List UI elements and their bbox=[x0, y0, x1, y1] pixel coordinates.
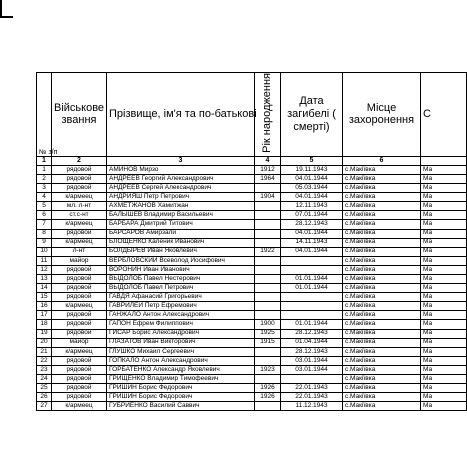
cell-extra: Ма bbox=[421, 393, 467, 402]
cell-birth-year bbox=[255, 356, 281, 365]
cell-burial-place: с.Макіївка bbox=[343, 329, 421, 338]
memorial-table bbox=[36, 72, 467, 411]
cell-extra: Ма bbox=[421, 193, 467, 202]
cell-extra: Ма bbox=[421, 184, 467, 193]
cell-death-date: 07.01.1944 bbox=[281, 211, 343, 220]
cell-burial-place: с.Макіївка bbox=[343, 338, 421, 347]
cell-extra: Ма bbox=[421, 402, 467, 411]
cell-birth-year bbox=[255, 220, 281, 229]
cell-birth-year: 1912 bbox=[255, 165, 281, 174]
cell-full-name: ГРИЩЕНКО Владимир Тимофеевич bbox=[107, 375, 255, 384]
cell-rank: л-нт bbox=[52, 247, 107, 256]
cell-birth-year: 1926 bbox=[255, 384, 281, 393]
cell-full-name: АМИНОВ Мирзо bbox=[107, 165, 255, 174]
cell-burial-place: с.Макіївка bbox=[343, 174, 421, 183]
cell-death-date bbox=[281, 293, 343, 302]
cell-extra: Ма bbox=[421, 256, 467, 265]
table-row bbox=[37, 229, 467, 238]
cell-rank: майор bbox=[52, 338, 107, 347]
cell-rank: рядовой bbox=[52, 365, 107, 374]
cell-extra: Ма bbox=[421, 229, 467, 238]
cell-rank: рядовой bbox=[52, 265, 107, 274]
cell-index: 18 bbox=[37, 320, 52, 329]
column-number: 2 bbox=[52, 156, 107, 165]
cell-death-date bbox=[281, 256, 343, 265]
cell-death-date bbox=[281, 302, 343, 311]
header-rank: Військове звання bbox=[52, 73, 107, 157]
table-row bbox=[37, 165, 467, 174]
cell-extra: Ма bbox=[421, 293, 467, 302]
cell-burial-place: с.Макіївка bbox=[343, 184, 421, 193]
cell-burial-place: с.Макіївка bbox=[343, 229, 421, 238]
cell-extra: Ма bbox=[421, 202, 467, 211]
table-row bbox=[37, 265, 467, 274]
cell-death-date: 14.11.1943 bbox=[281, 238, 343, 247]
cell-rank: рядовой bbox=[52, 184, 107, 193]
memorial-table-container bbox=[36, 72, 466, 432]
cell-birth-year bbox=[255, 402, 281, 411]
cell-burial-place: с.Макіївка bbox=[343, 384, 421, 393]
cell-death-date: 28.12.1943 bbox=[281, 347, 343, 356]
table-row bbox=[37, 211, 467, 220]
cell-burial-place: с.Макіївка bbox=[343, 256, 421, 265]
cell-extra: Ма bbox=[421, 356, 467, 365]
cell-birth-year bbox=[255, 202, 281, 211]
cell-burial-place: с.Макіївка bbox=[343, 211, 421, 220]
cell-death-date: 03.01.1944 bbox=[281, 356, 343, 365]
cell-burial-place: с.Макіївка bbox=[343, 320, 421, 329]
cell-birth-year bbox=[255, 311, 281, 320]
cell-full-name: ГРИШИН Борис Федорович bbox=[107, 393, 255, 402]
cell-extra: Ма bbox=[421, 238, 467, 247]
cell-full-name: ГУБРИЕНКО Василий Саввич bbox=[107, 402, 255, 411]
cell-full-name: ГЛАЗАТОВ Иван Викторович bbox=[107, 338, 255, 347]
cell-index: 9 bbox=[37, 238, 52, 247]
cell-rank: рядовой bbox=[52, 384, 107, 393]
cell-burial-place: с.Макіївка bbox=[343, 302, 421, 311]
header-year-cell bbox=[255, 73, 281, 157]
cell-index: 23 bbox=[37, 365, 52, 374]
header-death-date: Дата загибелі ( смерті) bbox=[281, 73, 343, 157]
table-row bbox=[37, 356, 467, 365]
cell-index: 4 bbox=[37, 193, 52, 202]
cell-burial-place: с.Макіївка bbox=[343, 356, 421, 365]
cell-full-name: БАЛЫШЕВ Владимир Васильевич bbox=[107, 211, 255, 220]
cell-index: 1 bbox=[37, 165, 52, 174]
column-number-row bbox=[37, 156, 467, 165]
cell-extra: Ма bbox=[421, 311, 467, 320]
cell-birth-year bbox=[255, 256, 281, 265]
table-row bbox=[37, 247, 467, 256]
cell-rank: к/армеец bbox=[52, 302, 107, 311]
cell-extra: Ма bbox=[421, 174, 467, 183]
cell-index: 17 bbox=[37, 311, 52, 320]
cell-rank: рядовой bbox=[52, 274, 107, 283]
cell-full-name: ГАВРИЛЕЙ Петр Ефремович bbox=[107, 302, 255, 311]
table-row bbox=[37, 329, 467, 338]
cell-extra: Ма bbox=[421, 338, 467, 347]
cell-index: 22 bbox=[37, 356, 52, 365]
cell-birth-year: 1926 bbox=[255, 393, 281, 402]
table-row bbox=[37, 347, 467, 356]
cell-rank: к/армеец bbox=[52, 193, 107, 202]
table-row bbox=[37, 320, 467, 329]
cell-burial-place: с.Макіївка bbox=[343, 293, 421, 302]
cell-burial-place: с.Макіївка bbox=[343, 274, 421, 283]
cell-birth-year: 1964 bbox=[255, 174, 281, 183]
table-row bbox=[37, 284, 467, 293]
cell-index: 14 bbox=[37, 284, 52, 293]
cell-index: 8 bbox=[37, 229, 52, 238]
header-extra: С bbox=[421, 73, 467, 157]
cell-extra: Ма bbox=[421, 274, 467, 283]
cell-index: 6 bbox=[37, 211, 52, 220]
cell-birth-year: 1922 bbox=[255, 247, 281, 256]
cell-burial-place: с.Макіївка bbox=[343, 238, 421, 247]
cell-full-name: ГОПКАЛО Антон Александрович bbox=[107, 356, 255, 365]
cell-death-date: 28.12.1943 bbox=[281, 329, 343, 338]
table-row bbox=[37, 256, 467, 265]
cell-birth-year bbox=[255, 265, 281, 274]
cell-index: 12 bbox=[37, 265, 52, 274]
cell-index: 25 bbox=[37, 384, 52, 393]
cell-full-name: ВЕРБЛОВСКИЙ Всеволод Иосифович bbox=[107, 256, 255, 265]
table-row bbox=[37, 193, 467, 202]
cell-death-date: 04.01.1944 bbox=[281, 174, 343, 183]
cell-burial-place: с.Макіївка bbox=[343, 311, 421, 320]
header-year: Рік народження bbox=[261, 73, 273, 153]
cell-index: 5 bbox=[37, 202, 52, 211]
table-row bbox=[37, 393, 467, 402]
table-row bbox=[37, 302, 467, 311]
cell-birth-year bbox=[255, 229, 281, 238]
cell-rank: рядовой bbox=[52, 293, 107, 302]
table-row bbox=[37, 184, 467, 193]
cell-rank: майор bbox=[52, 256, 107, 265]
cell-full-name: БЛОЩЕНКО Каленик Иванович bbox=[107, 238, 255, 247]
cell-full-name: ГРИШИН Борис Федорович bbox=[107, 384, 255, 393]
cell-burial-place: с.Макіївка bbox=[343, 365, 421, 374]
cell-rank: рядовой bbox=[52, 174, 107, 183]
cell-burial-place: с.Макіївка bbox=[343, 165, 421, 174]
cell-full-name: БОЛДЫРЕВ Иван Яковлевич bbox=[107, 247, 255, 256]
table-row bbox=[37, 402, 467, 411]
table-row bbox=[37, 311, 467, 320]
cell-rank: рядовой bbox=[52, 329, 107, 338]
cell-index: 21 bbox=[37, 347, 52, 356]
table-row bbox=[37, 293, 467, 302]
cell-index: 13 bbox=[37, 274, 52, 283]
cell-rank: к/армеец bbox=[52, 402, 107, 411]
table-row bbox=[37, 238, 467, 247]
corner-mark bbox=[0, 0, 14, 18]
cell-burial-place: с.Макіївка bbox=[343, 193, 421, 202]
cell-extra: Ма bbox=[421, 384, 467, 393]
cell-rank: рядовой bbox=[52, 165, 107, 174]
cell-full-name: АНДРЕЕВ Георгий Александрович bbox=[107, 174, 255, 183]
column-number: 4 bbox=[255, 156, 281, 165]
cell-full-name: ГОРБАТЕНКО Александр Яковлевич bbox=[107, 365, 255, 374]
cell-rank: рядовой bbox=[52, 356, 107, 365]
cell-death-date: 22.01.1943 bbox=[281, 393, 343, 402]
cell-birth-year: 1925 bbox=[255, 329, 281, 338]
column-number: 6 bbox=[343, 156, 421, 165]
table-header-row bbox=[37, 73, 467, 157]
cell-burial-place: с.Макіївка bbox=[343, 265, 421, 274]
cell-death-date: 19.11.1943 bbox=[281, 165, 343, 174]
cell-rank: к/армеец bbox=[52, 347, 107, 356]
cell-death-date: 28.12.1943 bbox=[281, 220, 343, 229]
cell-index: 10 bbox=[37, 247, 52, 256]
cell-index: 3 bbox=[37, 184, 52, 193]
cell-index: 26 bbox=[37, 393, 52, 402]
cell-full-name: ВОРОНИН Иван Иванович bbox=[107, 265, 255, 274]
cell-death-date: 01.01.1944 bbox=[281, 320, 343, 329]
cell-burial-place: с.Макіївка bbox=[343, 347, 421, 356]
cell-burial-place: с.Макіївка bbox=[343, 393, 421, 402]
column-number: 5 bbox=[281, 156, 343, 165]
table-row bbox=[37, 375, 467, 384]
cell-rank: рядовой bbox=[52, 229, 107, 238]
table-body bbox=[37, 165, 467, 411]
cell-birth-year bbox=[255, 375, 281, 384]
cell-burial-place: с.Макіївка bbox=[343, 220, 421, 229]
cell-full-name: АНДРЕЕВ Сергей Александрович bbox=[107, 184, 255, 193]
cell-index: 7 bbox=[37, 220, 52, 229]
cell-extra: Ма bbox=[421, 302, 467, 311]
cell-death-date: 05.03.1944 bbox=[281, 184, 343, 193]
cell-rank: рядовой bbox=[52, 375, 107, 384]
cell-full-name: ВЫДОЛОБ Павел Нестерович bbox=[107, 274, 255, 283]
cell-birth-year bbox=[255, 274, 281, 283]
cell-birth-year: 1923 bbox=[255, 365, 281, 374]
cell-full-name: БАРСАРОВ Амирзали bbox=[107, 229, 255, 238]
cell-extra: Ма bbox=[421, 375, 467, 384]
column-number: 3 bbox=[107, 156, 255, 165]
table-row bbox=[37, 338, 467, 347]
cell-extra: Ма bbox=[421, 284, 467, 293]
table-row bbox=[37, 174, 467, 183]
cell-birth-year bbox=[255, 284, 281, 293]
cell-rank: к/армеец bbox=[52, 238, 107, 247]
table-row bbox=[37, 202, 467, 211]
cell-death-date: 03.01.1944 bbox=[281, 365, 343, 374]
cell-full-name: ГАНЖАЛО Антон Александрович bbox=[107, 311, 255, 320]
cell-index: 24 bbox=[37, 375, 52, 384]
cell-extra: Ма bbox=[421, 165, 467, 174]
table-row bbox=[37, 220, 467, 229]
column-number bbox=[421, 156, 467, 165]
cell-extra: Ма bbox=[421, 347, 467, 356]
cell-death-date: 04.01.1944 bbox=[281, 229, 343, 238]
cell-burial-place: с.Макіївка bbox=[343, 247, 421, 256]
cell-birth-year bbox=[255, 238, 281, 247]
cell-rank: рядовой bbox=[52, 311, 107, 320]
cell-birth-year: 1900 bbox=[255, 320, 281, 329]
cell-index: 27 bbox=[37, 402, 52, 411]
cell-full-name: ГИСАР Борис Александрович bbox=[107, 329, 255, 338]
cell-death-date: 04.01.1944 bbox=[281, 193, 343, 202]
cell-full-name: ГЛУШКО Михаил Сергеевич bbox=[107, 347, 255, 356]
cell-death-date: 12.11.1943 bbox=[281, 202, 343, 211]
cell-index: 19 bbox=[37, 329, 52, 338]
cell-extra: Ма bbox=[421, 265, 467, 274]
cell-burial-place: с.Макіївка bbox=[343, 402, 421, 411]
cell-birth-year: 1904 bbox=[255, 193, 281, 202]
cell-index: 15 bbox=[37, 293, 52, 302]
cell-death-date: 01.01.1944 bbox=[281, 284, 343, 293]
cell-death-date: 22.01.1943 bbox=[281, 384, 343, 393]
cell-full-name: ГАВДЯ Афанасий Григорьевич bbox=[107, 293, 255, 302]
cell-extra: Ма bbox=[421, 320, 467, 329]
cell-rank: рядовой bbox=[52, 320, 107, 329]
cell-death-date: 01.01.1944 bbox=[281, 274, 343, 283]
cell-index: 2 bbox=[37, 174, 52, 183]
header-index: № з/п bbox=[37, 73, 52, 157]
table-row bbox=[37, 384, 467, 393]
cell-full-name: БАРБАРА Дмитрий Титович bbox=[107, 220, 255, 229]
cell-rank: рядовой bbox=[52, 393, 107, 402]
cell-death-date bbox=[281, 375, 343, 384]
cell-index: 11 bbox=[37, 256, 52, 265]
header-burial-place: Місце захоронення bbox=[343, 73, 421, 157]
cell-full-name: АНДРИЯШ Петр Петрович bbox=[107, 193, 255, 202]
cell-birth-year: 1915 bbox=[255, 338, 281, 347]
cell-extra: Ма bbox=[421, 329, 467, 338]
cell-birth-year bbox=[255, 184, 281, 193]
cell-burial-place: с.Макіївка bbox=[343, 202, 421, 211]
cell-full-name: ГАПОН Ефрем Филиппович bbox=[107, 320, 255, 329]
cell-birth-year bbox=[255, 302, 281, 311]
cell-death-date: 11.12.1943 bbox=[281, 402, 343, 411]
cell-birth-year bbox=[255, 293, 281, 302]
cell-full-name: ВЫДОЛОБ Павел Петрович bbox=[107, 284, 255, 293]
header-name: Прізвище, ім'я та по-батькові bbox=[107, 73, 255, 157]
cell-rank: мл. л-нт bbox=[52, 202, 107, 211]
cell-rank: к/армеец bbox=[52, 220, 107, 229]
cell-extra: Ма bbox=[421, 365, 467, 374]
cell-birth-year bbox=[255, 211, 281, 220]
table-row bbox=[37, 274, 467, 283]
cell-rank: ст.с-нт bbox=[52, 211, 107, 220]
cell-burial-place: с.Макіївка bbox=[343, 375, 421, 384]
cell-death-date: 04.01.1944 bbox=[281, 247, 343, 256]
column-number: 1 bbox=[37, 156, 52, 165]
cell-burial-place: с.Макіївка bbox=[343, 284, 421, 293]
cell-full-name: АХМЕТЖАНОВ Хамитжан bbox=[107, 202, 255, 211]
cell-extra: Ма bbox=[421, 220, 467, 229]
cell-index: 16 bbox=[37, 302, 52, 311]
cell-death-date: 01.04.1944 bbox=[281, 338, 343, 347]
cell-rank: рядовой bbox=[52, 284, 107, 293]
cell-birth-year bbox=[255, 347, 281, 356]
cell-extra: Ма bbox=[421, 211, 467, 220]
cell-death-date bbox=[281, 311, 343, 320]
cell-index: 20 bbox=[37, 338, 52, 347]
cell-death-date bbox=[281, 265, 343, 274]
cell-extra: Ма bbox=[421, 247, 467, 256]
table-row bbox=[37, 365, 467, 374]
